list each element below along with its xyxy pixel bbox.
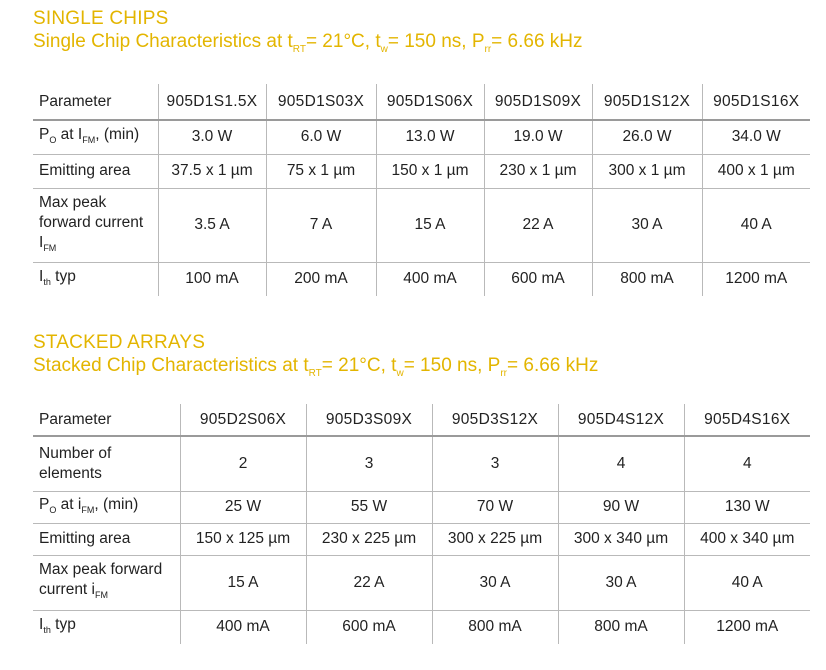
column-header: 905D1S03X (266, 84, 376, 120)
table-cell: 300 x 225 µm (432, 523, 558, 555)
row-label-max-peak-current: Max peak forward current $I_{FM}$ (33, 188, 158, 262)
table-row (33, 555, 810, 610)
table-cell: 200 mA (266, 262, 376, 296)
column-header: 905D1S09X (484, 84, 592, 120)
row-label-emitting-area: Emitting area (33, 523, 180, 555)
table-cell: 22 A (306, 555, 432, 610)
table-cell: 19.0 W (484, 120, 592, 154)
single-chips-section (33, 8, 583, 62)
single-chips-table (33, 84, 810, 296)
table-cell: 2 (180, 436, 306, 491)
table-cell: 37.5 x 1 µm (158, 154, 266, 188)
table-row (33, 188, 810, 262)
row-label-threshold-current: $I_{th}$ typ (39, 267, 76, 287)
table-cell: 6.0 W (266, 120, 376, 154)
column-header: 905D3S12X (432, 404, 558, 436)
table-row (33, 610, 810, 644)
column-header: 905D1S12X (592, 84, 702, 120)
row-label-emitting-area: Emitting area (33, 154, 158, 188)
table-cell: 25 W (180, 491, 306, 523)
table-cell: 230 x 225 µm (306, 523, 432, 555)
row-label-max-peak-current: Max peak forward current $i_{FM}$ (33, 555, 180, 610)
table-cell: 150 x 1 µm (376, 154, 484, 188)
table-header-row (33, 84, 810, 120)
table-cell: 3.0 W (158, 120, 266, 154)
table-cell: 15 A (376, 188, 484, 262)
table-cell: 26.0 W (592, 120, 702, 154)
table-cell: 100 mA (158, 262, 266, 296)
table-row (33, 262, 810, 296)
table-cell: 150 x 125 µm (180, 523, 306, 555)
table-cell: 400 x 1 µm (702, 154, 810, 188)
table-cell: 22 A (484, 188, 592, 262)
single-chips-subtitle: Single Chip Characteristics at $t_{RT}= 21^\circ C$, $t_w= 150$ ns, $P_{rr}= 6.66$ kHz (33, 31, 583, 55)
table-cell: 3 (432, 436, 558, 491)
column-header: 905D3S09X (306, 404, 432, 436)
table-cell: 13.0 W (376, 120, 484, 154)
table-cell: 30 A (432, 555, 558, 610)
table-cell: 600 mA (484, 262, 592, 296)
table-cell: 90 W (558, 491, 684, 523)
table-row (33, 491, 810, 523)
column-header: 905D1S1.5X (158, 84, 266, 120)
table-cell: 300 x 1 µm (592, 154, 702, 188)
table-cell: 300 x 340 µm (558, 523, 684, 555)
table-cell: 400 x 340 µm (684, 523, 810, 555)
single-chips-title: SINGLE CHIPS (33, 8, 169, 29)
table-cell: 3 (306, 436, 432, 491)
stacked-arrays-section (33, 332, 598, 386)
stacked-arrays-table (33, 404, 810, 644)
table-cell: 40 A (684, 555, 810, 610)
table-cell: 40 A (702, 188, 810, 262)
table-row (33, 436, 810, 491)
table-cell: 400 mA (376, 262, 484, 296)
column-header: 905D2S06X (180, 404, 306, 436)
stacked-arrays-subtitle: Stacked Chip Characteristics at $t_{RT}= 21^\circ C$, $t_w= 150$ ns, $P_{rr}= 6.66$ kHz (33, 355, 599, 379)
column-header: 905D1S16X (702, 84, 810, 120)
table-row (33, 154, 810, 188)
table-cell: 1200 mA (702, 262, 810, 296)
table-cell: 800 mA (432, 610, 558, 644)
table-cell: 130 W (684, 491, 810, 523)
parameter-header: Parameter (33, 404, 180, 436)
table-cell: 70 W (432, 491, 558, 523)
table-cell: 600 mA (306, 610, 432, 644)
table-cell: 30 A (558, 555, 684, 610)
table-cell: 230 x 1 µm (484, 154, 592, 188)
table-row (33, 523, 810, 555)
table-cell: 15 A (180, 555, 306, 610)
table-cell: 1200 mA (684, 610, 810, 644)
table-cell: 75 x 1 µm (266, 154, 376, 188)
table-cell: 7 A (266, 188, 376, 262)
table-cell: 55 W (306, 491, 432, 523)
column-header: 905D4S16X (684, 404, 810, 436)
table-cell: 3.5 A (158, 188, 266, 262)
parameter-header: Parameter (33, 84, 158, 120)
table-cell: 800 mA (592, 262, 702, 296)
stacked-arrays-title: STACKED ARRAYS (33, 332, 206, 353)
column-header: 905D4S12X (558, 404, 684, 436)
table-cell: 34.0 W (702, 120, 810, 154)
row-label-output-power: $P_O$ at $i_{FM}$, (min) (33, 491, 180, 523)
table-cell: 400 mA (180, 610, 306, 644)
table-cell: 30 A (592, 188, 702, 262)
row-label-output-power: $P_O$ at $I_{FM}$, (min) (33, 120, 158, 154)
table-cell: 4 (684, 436, 810, 491)
column-header: 905D1S06X (376, 84, 484, 120)
row-label-threshold-current: $I_{th}$ typ (39, 615, 76, 635)
row-label-number-of-elements: Number of elements (33, 436, 180, 491)
table-cell: 4 (558, 436, 684, 491)
table-row (33, 120, 810, 154)
table-cell: 800 mA (558, 610, 684, 644)
table-header-row (33, 404, 810, 436)
